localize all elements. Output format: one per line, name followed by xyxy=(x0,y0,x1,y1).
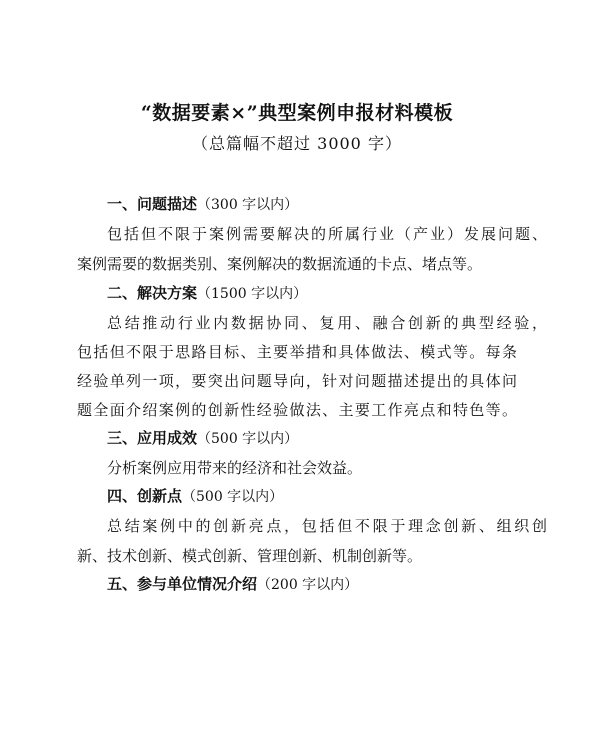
section-word-limit: （300 字以内） xyxy=(197,197,299,213)
section-heading-innovation xyxy=(77,486,547,507)
section-word-limit: （500 字以内） xyxy=(182,489,284,505)
section-heading-problem xyxy=(77,194,547,215)
document-subtitle: （总篇幅不超过 3000 字） xyxy=(192,134,402,153)
section-heading-solution xyxy=(77,283,547,304)
section-word-limit: （1500 字以内） xyxy=(197,286,308,302)
section-word-limit: （200 字以内） xyxy=(257,577,359,593)
paragraph-line: 经验单列一项，要突出问题导向，针对问题描述提出的具体问 xyxy=(77,372,517,390)
section-title: 五、参与单位情况介绍 xyxy=(107,575,258,593)
paragraph-line: 包括但不限于思路目标、主要举措和具体做法、模式等。每条 xyxy=(77,343,517,361)
paragraph-line: 案例需要的数据类别、案例解决的数据流通的卡点、堵点等。 xyxy=(77,255,483,273)
paragraph-line: 新、技术创新、模式创新、管理创新、机制创新等。 xyxy=(77,547,423,565)
section-heading-participants xyxy=(77,574,547,595)
paragraph-line: 分析案例应用带来的经济和社会效益。 xyxy=(107,459,363,477)
section-word-limit: （500 字以内） xyxy=(197,431,299,447)
paragraph-line: 总结案例中的创新亮点，包括但不限于理念创新、组织创 xyxy=(107,517,547,535)
section-title: 二、解决方案 xyxy=(107,284,198,302)
document-title: “数据要素×”典型案例申报材料模板 xyxy=(140,102,454,124)
section-heading-results xyxy=(77,428,547,449)
paragraph-line: 总结推动行业内数据协同、复用、融合创新的典型经验， xyxy=(107,314,547,332)
section-title: 四、创新点 xyxy=(107,487,183,505)
section-title: 三、应用成效 xyxy=(107,429,198,447)
paragraph-line: 包括但不限于案例需要解决的所属行业（产业）发展问题、 xyxy=(107,225,547,243)
paragraph-line: 题全面介绍案例的创新性经验做法、主要工作亮点和特色等。 xyxy=(77,401,517,419)
section-title: 一、问题描述 xyxy=(107,195,198,213)
